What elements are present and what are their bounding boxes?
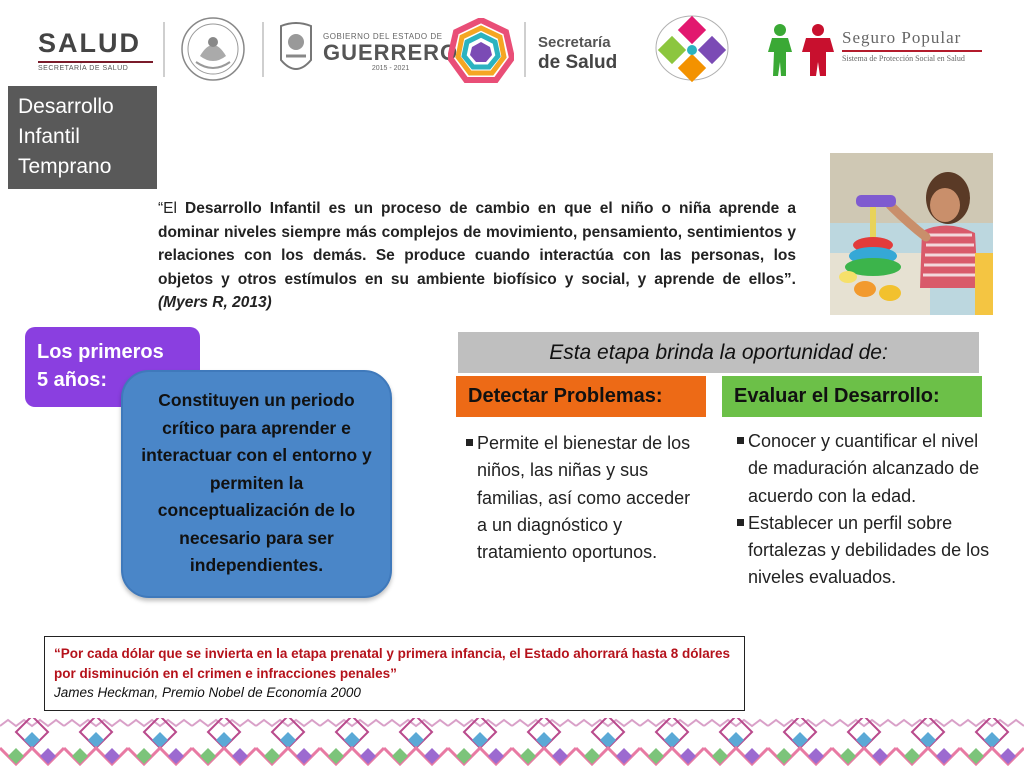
estrategia-desarrollo-infantil-logo-icon: [654, 14, 730, 82]
detect-problems-list: [466, 430, 700, 566]
page-title-box: [8, 86, 157, 189]
salud-logo-sub: SECRETARÍA DE SALUD: [38, 65, 129, 72]
square-bullet-icon: [737, 519, 744, 526]
first-years-line-1: Los primeros: [37, 341, 164, 363]
square-bullet-icon: [466, 439, 473, 446]
seguro-popular-text: [842, 28, 982, 63]
square-bullet-icon: [737, 437, 744, 444]
quote-text: “Por cada dólar que se invierta en la etapa prenatal y primera infancia, el Estado ahorrará hasta 8 dólares por disminución en el crimen e infracciones penales”: [54, 646, 731, 681]
secretaria-line2: de Salud: [538, 52, 618, 73]
title-line-2: Infantil: [18, 125, 80, 148]
definition-open: “El: [158, 200, 186, 217]
guerrero-big: GUERRERO: [323, 40, 459, 65]
secretaria-salud-text: [538, 33, 617, 73]
mexico-seal-icon: [180, 16, 246, 82]
seguro-popular-title: Seguro Popular: [842, 28, 962, 47]
secretaria-line1: Secretaría: [538, 34, 611, 51]
evaluate-development-list: [737, 428, 991, 592]
quote-author: James Heckman, Premio Nobel de Economía 2000: [54, 685, 361, 700]
seguro-popular-kids-icon: [766, 22, 836, 78]
salud-logo: [38, 28, 153, 72]
list-item: [737, 510, 991, 592]
opportunity-banner: Esta etapa brinda la oportunidad de:: [458, 332, 979, 373]
guerrero-logo-text: [323, 32, 458, 72]
evaluate-development-header: Evaluar el Desarrollo:: [722, 376, 982, 417]
evaluate-item-text: Establecer un perfil sobre fortalezas y debilidades de los niveles evaluados.: [748, 512, 990, 588]
definition-citation: (Myers R, 2013): [158, 294, 272, 311]
definition-text: Desarrollo Infantil es un proceso de cambio en que el niño o niña aprende a dominar niveles siempre más complejos de movimiento, pensamiento, sentimientos y relaciones con los demás. Se produce cuando interactúa con las personas, los objetos y otros estímulos en su ambiente biofísico y social, y aprende de ellos”.: [158, 200, 796, 288]
logo-header: [0, 0, 1024, 90]
guerrero-small: GOBIERNO DEL ESTADO DE: [323, 32, 443, 41]
secretaria-ring-icon: [448, 18, 514, 84]
title-line-1: Desarrollo: [18, 95, 114, 118]
critical-period-bubble: Constituyen un periodo crítico para aprender e interactuar con el entorno y permiten la conceptualización de lo necesario para ser independientes.: [121, 370, 392, 598]
list-item: [466, 430, 700, 566]
first-years-line-2: 5 años:: [37, 369, 108, 391]
guerrero-years: 2015 - 2021: [371, 65, 410, 72]
title-line-3: Temprano: [18, 155, 112, 178]
salud-logo-word: SALUD: [38, 28, 141, 58]
child-playing-photo: [830, 153, 993, 315]
embroidery-border-pattern: [0, 718, 1024, 768]
detect-item-text: Permite el bienestar de los niños, las niñas y sus familias, así como acceder a un diagnóstico y tratamiento oportunos.: [477, 433, 691, 563]
evaluate-item-text: Conocer y cuantificar el nivel de maduración alcanzado de acuerdo con la edad.: [748, 431, 980, 506]
definition-paragraph: [158, 197, 796, 315]
seguro-popular-sub: Sistema de Protección Social en Salud: [842, 54, 965, 63]
detect-problems-header: Detectar Problemas:: [456, 376, 706, 417]
guerrero-emblem-icon: [277, 20, 315, 80]
heckman-quote-box: [44, 636, 745, 711]
list-item: [737, 428, 991, 510]
